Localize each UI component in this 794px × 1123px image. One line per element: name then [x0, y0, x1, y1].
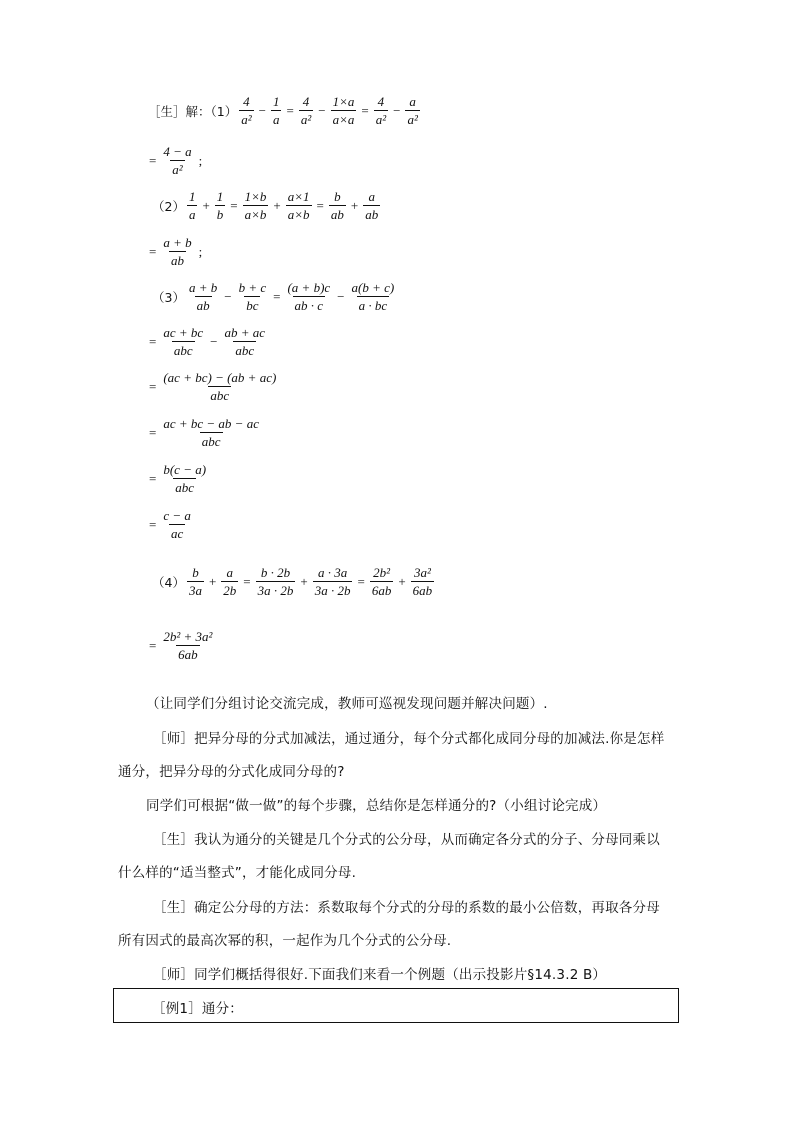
semicolon: ;	[198, 152, 203, 168]
problem-3-label: （3）	[152, 289, 185, 305]
numerator: 4	[377, 94, 385, 109]
numerator: 3a²	[413, 565, 431, 580]
numerator: 2b²	[373, 565, 391, 580]
fraction	[187, 566, 204, 597]
equals-sign: =	[357, 573, 365, 589]
denominator: a×b	[244, 207, 267, 222]
plus-sign: +	[398, 573, 406, 589]
fraction	[237, 281, 269, 312]
fraction	[239, 95, 253, 126]
minus-sign: −	[258, 102, 266, 118]
problem-1-label: ［生］解：（1）	[148, 103, 238, 119]
denominator: ab	[330, 207, 344, 222]
equals-sign: =	[149, 516, 157, 532]
fraction	[243, 190, 269, 221]
paragraph-discussion-note: （让同学们分组讨论交流完成，教师可巡视发现问题并解决问题）.	[146, 696, 548, 712]
denominator: abc	[173, 343, 193, 358]
denominator: a²	[375, 112, 387, 127]
numerator: (a + b)c	[287, 280, 331, 295]
problem-4-line	[152, 566, 436, 597]
numerator: b · 2b	[260, 565, 291, 580]
numerator: b	[334, 189, 341, 204]
numerator: 1	[188, 189, 196, 204]
denominator: 3a · 2b	[314, 583, 351, 598]
minus-sign: −	[393, 102, 401, 118]
equals-sign: =	[286, 102, 294, 118]
numerator: a×1	[287, 189, 310, 204]
equals-sign: =	[149, 637, 157, 653]
numerator: 1	[272, 94, 280, 109]
minus-sign: −	[210, 333, 218, 349]
denominator: bc	[246, 298, 259, 313]
fraction	[161, 326, 205, 357]
denominator: 3a · 2b	[257, 583, 294, 598]
denominator: ac	[170, 526, 184, 541]
equals-sign: =	[316, 197, 324, 213]
plus-sign: +	[202, 197, 210, 213]
equals-sign: =	[149, 243, 157, 259]
paragraph-teacher-question-line1: ［师］把异分母的分式加减法，通过通分，每个分式都化成同分母的加减法.你是怎样	[153, 731, 665, 747]
equals-sign: =	[149, 424, 157, 440]
numerator: 4	[243, 94, 250, 109]
equals-sign: =	[230, 197, 238, 213]
numerator: b	[192, 565, 199, 580]
equals-sign: =	[149, 470, 157, 486]
equals-sign: =	[243, 573, 251, 589]
fraction	[374, 95, 388, 126]
denominator: a×b	[287, 207, 310, 222]
denominator: a	[188, 207, 196, 222]
denominator: ab	[196, 298, 210, 313]
denominator: a×a	[332, 112, 355, 127]
numerator: 4 − a	[163, 144, 192, 159]
plus-sign: +	[273, 197, 281, 213]
fraction	[285, 281, 332, 312]
numerator: 2b² + 3a²	[163, 629, 213, 644]
numerator: 1	[216, 189, 224, 204]
denominator: abc	[201, 434, 221, 449]
problem-3-step-2	[146, 371, 280, 402]
example-label: ［例1］通分：	[152, 1001, 243, 1017]
plus-sign: +	[350, 197, 359, 213]
fraction	[187, 190, 198, 221]
denominator: a · bc	[358, 298, 388, 313]
denominator: 2b	[223, 583, 237, 598]
problem-4-result	[146, 630, 216, 661]
problem-1-result	[146, 145, 205, 176]
paragraph-summary-prompt: 同学们可根据“做一做”的每个步骤，总结你是怎样通分的?（小组讨论完成）	[146, 798, 607, 814]
paragraph-student-answer-2-line2: 所有因式的最高次幂的积，一起作为几个分式的公分母.	[118, 933, 452, 949]
numerator: 4	[302, 94, 310, 109]
equals-sign: =	[149, 333, 157, 349]
problem-4-label: （4）	[152, 574, 185, 590]
denominator: abc	[210, 388, 230, 403]
plus-sign: +	[208, 573, 217, 589]
fraction	[331, 95, 357, 126]
fraction	[161, 463, 208, 494]
paragraph-teacher-example-intro: ［师］同学们概括得很好.下面我们来看一个例题（出示投影片§14.3.2 B）	[153, 967, 607, 983]
fraction	[221, 566, 238, 597]
fraction	[286, 190, 312, 221]
numerator: b(c − a)	[163, 462, 207, 477]
fraction	[329, 190, 346, 221]
denominator: b	[216, 207, 224, 222]
denominator: a²	[300, 112, 312, 127]
numerator: ac + bc − ab − ac	[163, 416, 259, 431]
minus-sign: −	[337, 288, 345, 304]
problem-2-result	[146, 236, 205, 267]
problem-3-step-3	[146, 417, 263, 448]
numerator: a	[409, 94, 416, 109]
minus-sign: −	[318, 102, 326, 118]
semicolon: ;	[198, 243, 203, 259]
denominator: 6ab	[178, 647, 198, 662]
paragraph-student-answer-1-line1: ［生］我认为通分的关键是几个分式的公分母，从而确定各分式的分子、分母同乘以	[153, 832, 660, 848]
denominator: ab	[170, 253, 184, 268]
numerator: a + b	[188, 280, 218, 295]
problem-2-line	[152, 190, 382, 221]
denominator: abc	[175, 480, 195, 495]
example-box	[113, 988, 679, 1023]
denominator: a²	[407, 112, 418, 127]
paragraph-teacher-question-line2: 通分，把异分母的分式化成同分母的?	[118, 764, 345, 780]
fraction	[411, 566, 435, 597]
numerator: c − a	[163, 508, 191, 523]
denominator: a	[272, 112, 280, 127]
fraction	[299, 95, 313, 126]
equals-sign: =	[273, 288, 281, 304]
paragraph-student-answer-2-line1: ［生］确定公分母的方法：系数取每个分式的分母的系数的最小公倍数，再取各分母	[153, 900, 660, 916]
numerator: (ac + bc) − (ab + ac)	[163, 370, 277, 385]
problem-3-step-1	[146, 326, 269, 357]
numerator: 1×a	[332, 94, 355, 109]
denominator: a²	[241, 112, 252, 127]
numerator: ac + bc	[163, 325, 204, 340]
fraction	[161, 236, 193, 267]
minus-sign: −	[224, 288, 232, 304]
problem-2-label: （2）	[152, 198, 185, 214]
fraction	[161, 371, 278, 402]
denominator: abc	[235, 343, 255, 358]
problem-3-step-5	[146, 509, 195, 540]
equals-sign: =	[149, 152, 157, 168]
fraction	[161, 630, 214, 661]
numerator: a · 3a	[317, 565, 348, 580]
numerator: a	[226, 565, 234, 580]
numerator: a(b + c)	[351, 280, 395, 295]
numerator: a + b	[163, 235, 192, 250]
fraction	[161, 145, 193, 176]
fraction	[256, 566, 296, 597]
problem-1-line	[148, 95, 422, 126]
problem-3-line	[152, 281, 398, 312]
numerator: b + c	[238, 280, 267, 295]
equals-sign: =	[361, 102, 369, 118]
equals-sign: =	[149, 378, 157, 394]
denominator: a²	[172, 162, 183, 177]
denominator: ab	[365, 207, 379, 222]
problem-3-step-4	[146, 463, 210, 494]
denominator: 6ab	[371, 583, 392, 598]
denominator: 6ab	[412, 583, 433, 598]
denominator: 3a	[188, 583, 202, 598]
fraction	[187, 281, 219, 312]
fraction	[271, 95, 282, 126]
fraction	[405, 95, 419, 126]
fraction	[161, 509, 193, 540]
numerator: 1×b	[244, 189, 267, 204]
numerator: a	[368, 189, 375, 204]
fraction	[350, 281, 397, 312]
fraction	[161, 417, 261, 448]
fraction	[313, 566, 353, 597]
fraction	[363, 190, 380, 221]
fraction	[370, 566, 394, 597]
plus-sign: +	[300, 573, 308, 589]
fraction	[215, 190, 226, 221]
denominator: ab · c	[294, 298, 324, 313]
numerator: ab + ac	[224, 325, 266, 340]
fraction	[223, 326, 268, 357]
paragraph-student-answer-1-line2: 什么样的“适当整式”，才能化成同分母.	[118, 865, 357, 881]
